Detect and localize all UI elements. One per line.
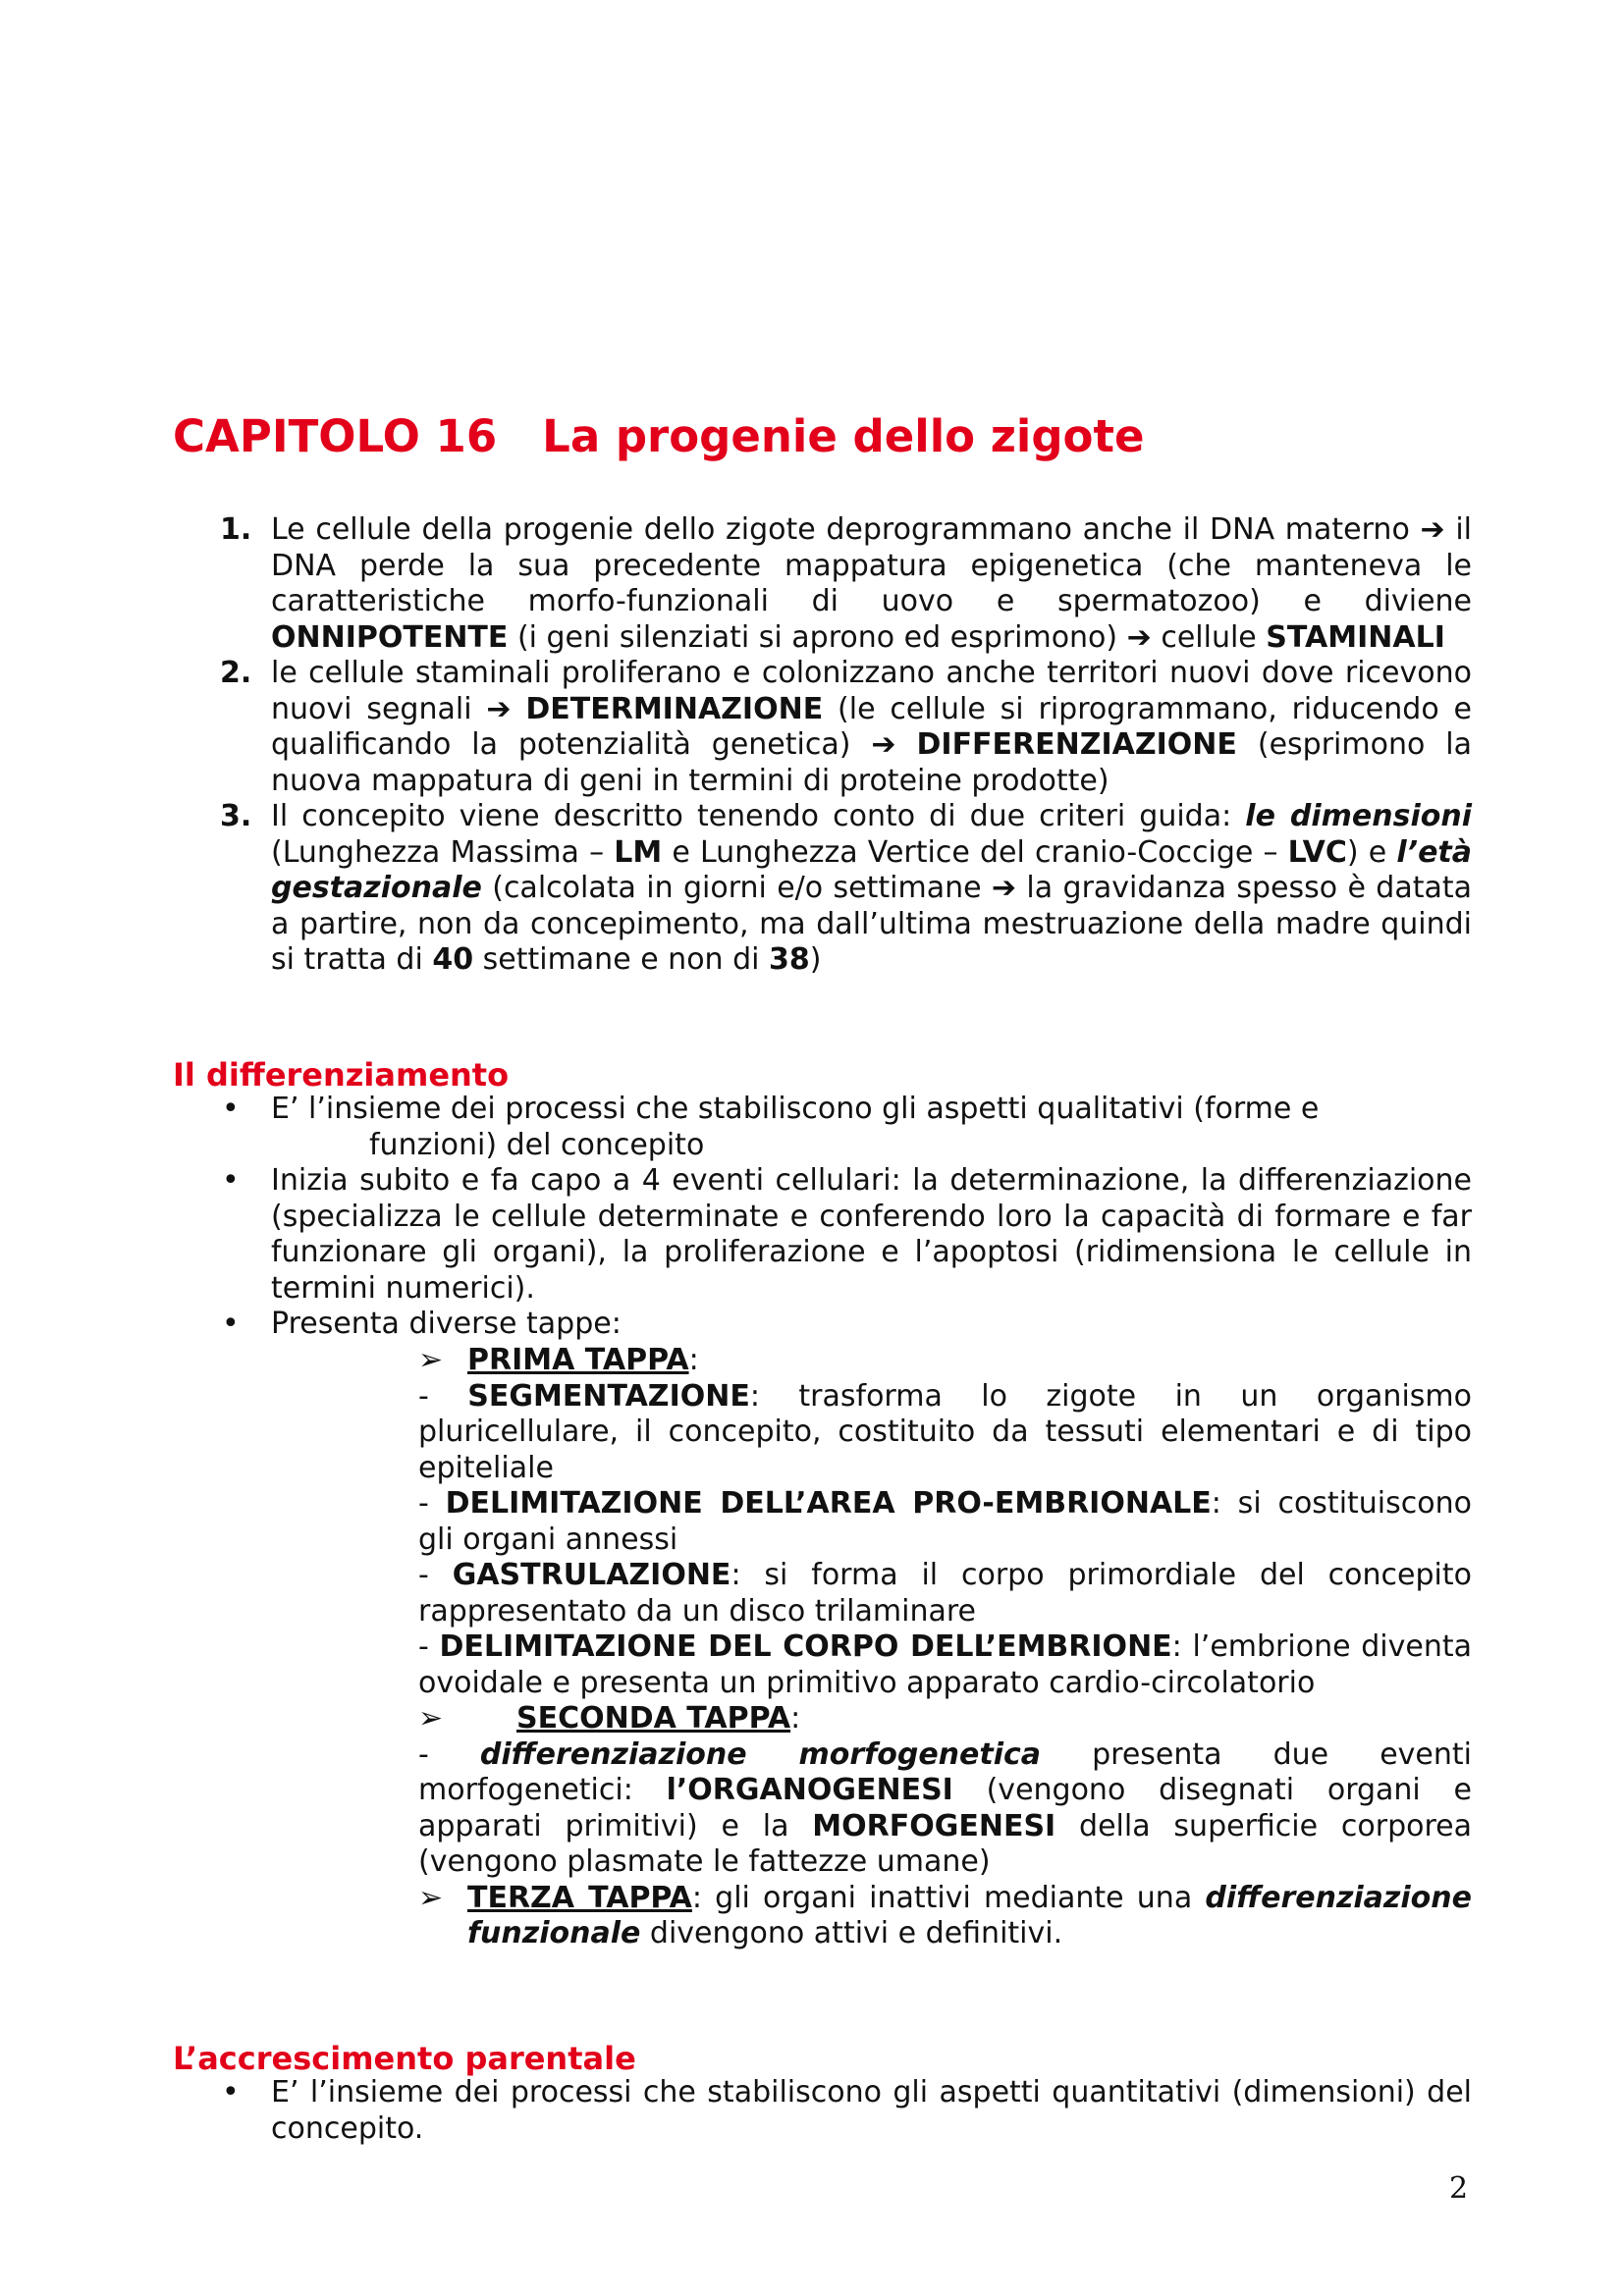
arrow-icon: ➢: [418, 1701, 444, 1735]
bullet-icon: •: [222, 1163, 240, 1198]
stage-heading: ➢ PRIMA TAPPA:: [418, 1343, 699, 1377]
page-number: 2: [1449, 2171, 1469, 2206]
bullet-list: [0, 1092, 1623, 1343]
stage-heading: ➢ TERZA TAPPA: gli organi inattivi mediante una differenziazione funzionale divengono attivi e definitivi.: [418, 1880, 1472, 1950]
list-item: 2. le cellule staminali proliferano e colonizzano anche territori nuovi dove ricevono nuovi segnali ➔ DETERMINAZIONE (le cellule si riprogrammano, riducendo e qualificando la potenzialità genetica) ➔ DIFFERENZIAZIONE (esprimono la nuova mappatura di geni in termini di proteine prodotte): [220, 656, 1472, 798]
list-number: 3.: [220, 799, 252, 833]
numbered-list: [0, 512, 1623, 979]
chapter-number: CAPITOLO 16: [173, 410, 498, 462]
bullet-icon: •: [222, 1092, 240, 1126]
list-item: 3. Il concepito viene descritto tenendo conto di due criteri guida: le dimensioni (Lunghezza Massima – LM e Lunghezza Vertice del cranio-Coccige – LVC) e l’età gestazionale (calcolata in giorni e/o settimane ➔ la gravidanza spesso è datata a partire, non da concepimento, ma dall’ultima mestruazione della madre quindi si tratta di 40 settimane e non di 38): [220, 799, 1473, 977]
bullet-list: [0, 2075, 1623, 2147]
term-onnipotente: ONNIPOTENTE: [271, 619, 509, 655]
term-staminali: STAMINALI: [1266, 619, 1445, 655]
term-differenziazione: DIFFERENZIAZIONE: [916, 727, 1237, 762]
arrow-icon: ➢: [418, 1343, 444, 1377]
stage-heading: ➢ SECONDA TAPPA:: [418, 1701, 801, 1735]
list-item: • E’ l’insieme dei processi che stabiliscono gli aspetti quantitativi (dimensioni) del concepito.: [222, 2075, 1472, 2146]
list-item: • E’ l’insieme dei processi che stabiliscono gli aspetti qualitativi (forme e funzioni) del concepito: [222, 1092, 1320, 1162]
section-heading-differenziamento: Il differenziamento: [173, 1056, 510, 1094]
stages-list: ➢ PRIMA TAPPA: - SEGMENTAZIONE: trasforma lo zigote in un organismo pluricellulare, il concepito, costituito da tessuti elementari e di tipo epiteliale - DELIMITAZIONE DELL’AREA PRO-EMBRIONALE: si costituiscono gli organi annessi - GASTRULAZIONE: si forma il corpo primordiale del concepito rappresentato da un disco trilaminare - DELIMITAZIONE DEL CORPO DELL’EMBRIONE: l’embrione diventa ovoidale e presenta un primitivo apparato cardio-circolatorio ➢ SECONDA TAPPA: - differenziazione morfogenetica presenta due eventi morfogenetici: l’ORGANOGENESI (vengono disegnati organi e apparati primitivi) e la MORFOGENESI della superficie corporea (vengono plasmate le fattezze umane) ➢ TERZA TAPPA: gli organi inattivi mediante una differenziazione funzionale divengono attivi e definitivi.: [418, 1343, 1473, 1950]
term-determinazione: DETERMINAZIONE: [525, 691, 824, 726]
list-number: 1.: [220, 512, 252, 547]
bullet-icon: •: [222, 2075, 240, 2109]
list-item: • Inizia subito e fa capo a 4 eventi cellulari: la determinazione, la differenziazione (specializza le cellule determinate e conferendo loro la capacità di formare e far funzionare gli organi), la proliferazione e l’apoptosi (ridimensiona le cellule in termini numerici).: [222, 1163, 1472, 1306]
section-heading-accrescimento: L’accrescimento parentale: [173, 2040, 636, 2077]
bullet-icon: •: [222, 1307, 240, 1341]
list-number: 2.: [220, 656, 252, 690]
chapter-name: La progenie dello zigote: [542, 410, 1145, 462]
arrow-icon: ➢: [418, 1880, 444, 1915]
list-item: 1. Le cellule della progenie dello zigote deprogrammano anche il DNA materno ➔ il DNA perde la sua precedente mappatura epigenetica (che manteneva le caratteristiche morfo-funzionali di uovo e spermatozoo) e diviene ONNIPOTENTE (i geni silenziati si aprono ed esprimono) ➔ cellule STAMINALI: [220, 512, 1472, 655]
chapter-title: [173, 410, 1145, 462]
list-item: • Presenta diverse tappe:: [222, 1307, 622, 1341]
